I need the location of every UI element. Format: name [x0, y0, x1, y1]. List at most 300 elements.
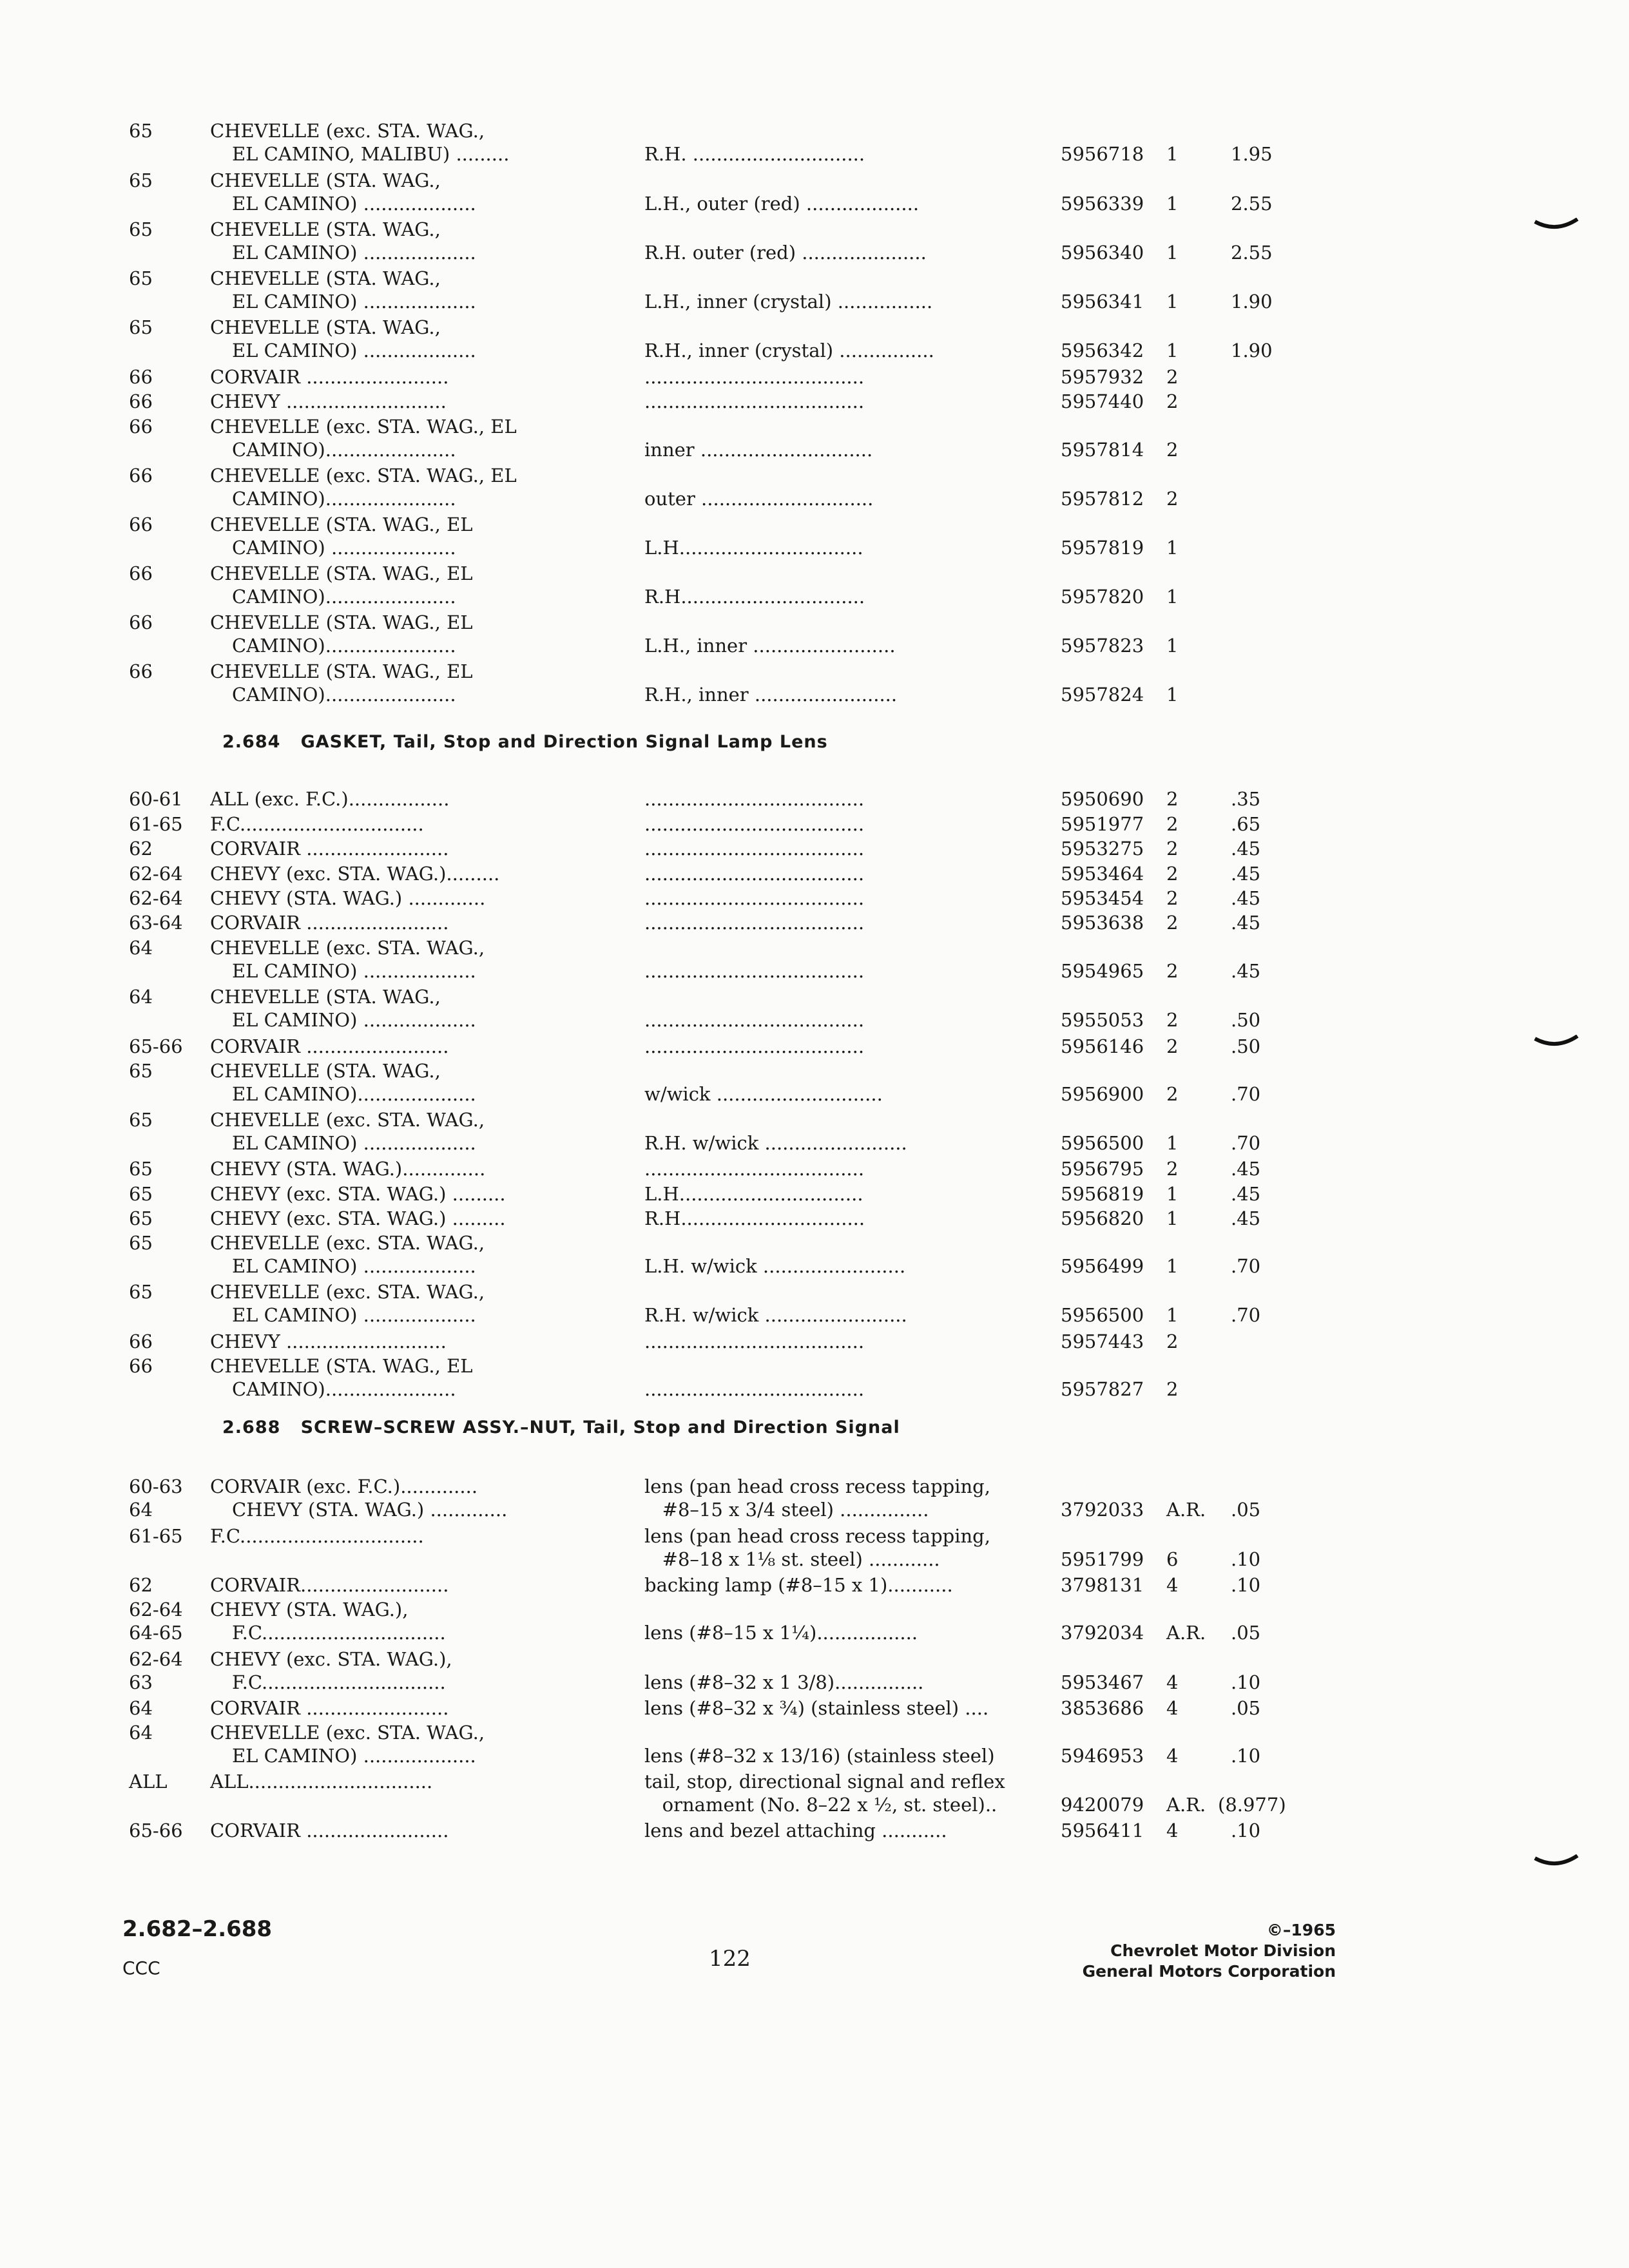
table-row [0, 120, 1629, 171]
model-year: 66 [129, 514, 153, 535]
quantity: 1 [1166, 1132, 1179, 1154]
model-year: 64 [129, 1697, 153, 1719]
model-name: CHEVY (exc. STA. WAG.) ......... [210, 1207, 506, 1229]
model-name: EL CAMINO) ................... [232, 1255, 476, 1277]
model-name: CAMINO)...................... [232, 488, 456, 510]
model-name: EL CAMINO) ................... [232, 193, 476, 215]
price: .35 [1231, 788, 1261, 810]
quantity: 2 [1166, 838, 1179, 860]
table-row [0, 1525, 1629, 1577]
model-year: 66 [129, 660, 153, 682]
quantity: 2 [1166, 390, 1179, 412]
price: .10 [1231, 1548, 1261, 1570]
model-name: CHEVELLE (STA. WAG., EL [210, 514, 473, 535]
section-heading [222, 1418, 900, 1437]
model-year: 62 [129, 838, 153, 860]
quantity: 2 [1166, 1158, 1179, 1180]
table-row [0, 562, 1629, 614]
model-name: CHEVELLE (exc. STA. WAG., EL [210, 416, 517, 437]
part-number: 9420079 [1061, 1794, 1144, 1816]
quantity: 1 [1166, 291, 1179, 312]
part-number: 5946953 [1061, 1745, 1144, 1767]
model-year: 66 [129, 390, 153, 412]
table-row [0, 218, 1629, 270]
model-year: 66 [129, 416, 153, 437]
price: .05 [1231, 1499, 1261, 1521]
section-number: 2.688 [222, 1418, 281, 1437]
part-number: 5953454 [1061, 887, 1144, 909]
table-row [0, 1475, 1629, 1527]
table-row [0, 1281, 1629, 1332]
description: ..................................... [644, 960, 865, 982]
part-number: 5956500 [1061, 1132, 1144, 1154]
description: w/wick ............................ [644, 1083, 883, 1105]
price: .50 [1231, 1009, 1261, 1031]
price: .05 [1231, 1622, 1261, 1644]
quantity: 1 [1166, 537, 1179, 559]
quantity: A.R. [1166, 1499, 1206, 1521]
model-name: CHEVELLE (STA. WAG., [210, 218, 441, 240]
quantity: 2 [1166, 1035, 1179, 1057]
model-year: 65 [129, 120, 153, 142]
model-name: F.C............................... [232, 1622, 446, 1644]
description: #8–15 x 3/4 steel) ............... [644, 1499, 929, 1521]
part-number: 5957812 [1061, 488, 1144, 510]
model-year: ALL [129, 1771, 168, 1792]
model-name: CHEVY (STA. WAG.).............. [210, 1158, 486, 1180]
quantity: 2 [1166, 887, 1179, 909]
price: .70 [1231, 1255, 1261, 1277]
price: .65 [1231, 813, 1261, 835]
description: tail, stop, directional signal and reflex [644, 1771, 1005, 1792]
description: ..................................... [644, 813, 865, 835]
model-name: EL CAMINO) ................... [232, 340, 476, 361]
section-number: 2.684 [222, 732, 281, 752]
model-name: CHEVELLE (exc. STA. WAG., EL [210, 465, 517, 486]
quantity: 4 [1166, 1745, 1179, 1767]
part-number: 5953275 [1061, 838, 1144, 860]
description: #8–18 x 1⅛ st. steel) ............ [644, 1548, 940, 1570]
quantity: 2 [1166, 1009, 1179, 1031]
model-name: F.C............................... [232, 1671, 446, 1693]
description: outer ............................. [644, 488, 874, 510]
table-row [0, 1060, 1629, 1111]
model-year: 62-64 [129, 1599, 183, 1620]
quantity: 1 [1166, 340, 1179, 361]
model-name: CAMINO)...................... [232, 1378, 456, 1400]
table-row [0, 660, 1629, 712]
part-number: 5950690 [1061, 788, 1144, 810]
model-name: EL CAMINO).................... [232, 1083, 476, 1105]
description: backing lamp (#8–15 x 1)........... [644, 1574, 953, 1596]
description: lens (#8–15 x 1¼)................. [644, 1622, 918, 1644]
model-year: 62-64 [129, 863, 183, 885]
price: .70 [1231, 1083, 1261, 1105]
model-year: 65 [129, 1207, 153, 1229]
model-name: EL CAMINO) ................... [232, 1745, 476, 1767]
part-number: 5955053 [1061, 1009, 1144, 1031]
quantity: 6 [1166, 1548, 1179, 1570]
model-name: F.C............................... [210, 813, 424, 835]
table-row [0, 267, 1629, 319]
quantity: 1 [1166, 635, 1179, 657]
model-name: CHEVELLE (STA. WAG., [210, 267, 441, 289]
model-year-second: 63 [129, 1671, 153, 1693]
quantity: A.R. [1166, 1622, 1206, 1644]
model-name: CHEVELLE (STA. WAG., [210, 986, 441, 1008]
part-number: 5951799 [1061, 1548, 1144, 1570]
quantity: 1 [1166, 1304, 1179, 1326]
table-row [0, 416, 1629, 467]
description: L.H. w/wick ........................ [644, 1255, 906, 1277]
model-year: 65 [129, 1183, 153, 1205]
part-number: 3798131 [1061, 1574, 1144, 1596]
footer-section-range: 2.682–2.688 [122, 1916, 273, 1942]
binder-mark-icon [1534, 218, 1579, 232]
quantity: 2 [1166, 788, 1179, 810]
quantity: 2 [1166, 912, 1179, 934]
quantity: 1 [1166, 1207, 1179, 1229]
model-name: CHEVY ........................... [210, 390, 447, 412]
section-title-rest: Tail, Stop and Direction Signal [583, 1418, 900, 1437]
quantity: 1 [1166, 1183, 1179, 1205]
model-year: 65 [129, 1232, 153, 1254]
table-row [0, 1355, 1629, 1407]
description: L.H., inner ........................ [644, 635, 896, 657]
description: ..................................... [644, 1331, 865, 1352]
model-name: CHEVY (STA. WAG.), [210, 1599, 409, 1620]
part-number: 5957819 [1061, 537, 1144, 559]
quantity: 1 [1166, 586, 1179, 608]
model-name: EL CAMINO, MALIBU) ......... [232, 143, 510, 165]
part-number: 5956340 [1061, 242, 1144, 264]
table-row [0, 1771, 1629, 1822]
model-name: EL CAMINO) ................... [232, 1132, 476, 1154]
model-year: 65 [129, 267, 153, 289]
quantity: 2 [1166, 439, 1179, 461]
model-name: CAMINO)...................... [232, 586, 456, 608]
model-year: 60-61 [129, 788, 183, 810]
model-name: CHEVELLE (STA. WAG., EL [210, 562, 473, 584]
price: .45 [1231, 1183, 1261, 1205]
part-number: 5956499 [1061, 1255, 1144, 1277]
quantity: 1 [1166, 1255, 1179, 1277]
model-year: 65-66 [129, 1035, 183, 1057]
model-year: 65 [129, 218, 153, 240]
part-number: 5957827 [1061, 1378, 1144, 1400]
table-row [0, 1722, 1629, 1773]
price: .70 [1231, 1304, 1261, 1326]
table-row [0, 465, 1629, 516]
model-year: 64 [129, 937, 153, 959]
table-row [0, 316, 1629, 368]
description: L.H., inner (crystal) ................ [644, 291, 933, 312]
binder-mark-icon [1534, 1854, 1579, 1869]
description: lens (pan head cross recess tapping, [644, 1475, 990, 1497]
quantity: 2 [1166, 366, 1179, 388]
model-name: CORVAIR......................... [210, 1574, 449, 1596]
part-number: 5956341 [1061, 291, 1144, 312]
part-number: 5953638 [1061, 912, 1144, 934]
table-row [0, 1109, 1629, 1160]
model-year: 62-64 [129, 887, 183, 909]
part-number: 5956900 [1061, 1083, 1144, 1105]
model-name: CHEVY (exc. STA. WAG.), [210, 1648, 452, 1670]
section-heading [222, 732, 828, 752]
price: .45 [1231, 1207, 1261, 1229]
model-year: 61-65 [129, 813, 183, 835]
price: .10 [1231, 1745, 1261, 1767]
model-name: CHEVELLE (STA. WAG., [210, 316, 441, 338]
price: 1.90 [1231, 340, 1273, 361]
part-number: 5957824 [1061, 684, 1144, 706]
section-title-rest: Tail, Stop and Direction Signal Lamp Lens [393, 732, 828, 752]
model-name: EL CAMINO) ................... [232, 1304, 476, 1326]
description: ..................................... [644, 1009, 865, 1031]
section-title-caps: SCREW–SCREW ASSY.–NUT, [300, 1418, 577, 1437]
description: R.H. outer (red) ..................... [644, 242, 927, 264]
model-name: CHEVELLE (exc. STA. WAG., [210, 1109, 485, 1131]
description: R.H............................... [644, 586, 865, 608]
price: .50 [1231, 1035, 1261, 1057]
description: R.H., inner ........................ [644, 684, 898, 706]
model-year-second: 64-65 [129, 1622, 183, 1644]
model-year: 66 [129, 611, 153, 633]
footer-code: CCC [122, 1957, 160, 1979]
model-name: CAMINO)...................... [232, 684, 456, 706]
price: 1.95 [1231, 143, 1273, 165]
part-number: 5957443 [1061, 1331, 1144, 1352]
table-row [0, 986, 1629, 1037]
quantity: 1 [1166, 143, 1179, 165]
part-number: 5957820 [1061, 586, 1144, 608]
model-year: 65-66 [129, 1820, 183, 1841]
description: lens (#8–32 x 13/16) (stainless steel) [644, 1745, 995, 1767]
model-name: CHEVY (exc. STA. WAG.)......... [210, 863, 500, 885]
model-name: CORVAIR ........................ [210, 912, 449, 934]
part-number: 5953467 [1061, 1671, 1144, 1693]
part-number: 5951977 [1061, 813, 1144, 835]
model-year: 66 [129, 562, 153, 584]
model-year: 66 [129, 465, 153, 486]
quantity: 2 [1166, 960, 1179, 982]
price: .45 [1231, 887, 1261, 909]
model-year: 63-64 [129, 912, 183, 934]
quantity: 1 [1166, 242, 1179, 264]
model-year: 64 [129, 1722, 153, 1744]
description: inner ............................. [644, 439, 873, 461]
model-name: ALL (exc. F.C.)................. [210, 788, 450, 810]
part-number: 5956819 [1061, 1183, 1144, 1205]
page-number: 122 [709, 1946, 751, 1972]
model-name: CHEVELLE (exc. STA. WAG., [210, 1722, 485, 1744]
description: L.H............................... [644, 537, 863, 559]
model-name: CHEVELLE (STA. WAG., EL [210, 611, 473, 633]
section-title-caps: GASKET, [300, 732, 387, 752]
description: R.H. w/wick ........................ [644, 1304, 907, 1326]
model-name: CORVAIR ........................ [210, 838, 449, 860]
quantity: 2 [1166, 1331, 1179, 1352]
model-year: 62 [129, 1574, 153, 1596]
footer-division: Chevrolet Motor Division [1110, 1941, 1336, 1960]
table-row [0, 169, 1629, 221]
table-row [0, 1599, 1629, 1650]
model-name: CHEVELLE (STA. WAG., EL [210, 1355, 473, 1377]
model-year: 65 [129, 1109, 153, 1131]
part-number: 5956342 [1061, 340, 1144, 361]
part-number: 5956718 [1061, 143, 1144, 165]
description: R.H. w/wick ........................ [644, 1132, 907, 1154]
price: .45 [1231, 863, 1261, 885]
part-number: 5956146 [1061, 1035, 1144, 1057]
description: ..................................... [644, 788, 865, 810]
model-name: CORVAIR ........................ [210, 1035, 449, 1057]
table-row [0, 611, 1629, 663]
model-year: 65 [129, 316, 153, 338]
model-name: CHEVY (STA. WAG.) ............. [232, 1499, 508, 1521]
description: lens (pan head cross recess tapping, [644, 1525, 990, 1547]
quantity: 4 [1166, 1697, 1179, 1719]
quantity: 2 [1166, 1083, 1179, 1105]
price: .45 [1231, 1158, 1261, 1180]
model-year: 65 [129, 169, 153, 191]
part-number: 5954965 [1061, 960, 1144, 982]
model-name: ALL............................... [210, 1771, 433, 1792]
footer-corporation: General Motors Corporation [1082, 1962, 1336, 1981]
part-number: 5956820 [1061, 1207, 1144, 1229]
description: ornament (No. 8–22 x ½, st. steel).. [644, 1794, 998, 1816]
part-number: 5957814 [1061, 439, 1144, 461]
price: .10 [1231, 1820, 1261, 1841]
model-year: 65 [129, 1060, 153, 1082]
description: R.H. ............................. [644, 143, 865, 165]
price: 1.90 [1231, 291, 1273, 312]
description: ..................................... [644, 390, 865, 412]
model-year-second: 64 [129, 1499, 153, 1521]
quantity: 2 [1166, 813, 1179, 835]
price: .45 [1231, 912, 1261, 934]
model-name: CHEVELLE (exc. STA. WAG., [210, 937, 485, 959]
model-year: 66 [129, 366, 153, 388]
description: lens and bezel attaching ........... [644, 1820, 947, 1841]
quantity: 4 [1166, 1574, 1179, 1596]
table-row [0, 937, 1629, 988]
model-name: CHEVELLE (exc. STA. WAG., [210, 1281, 485, 1303]
price: (8.977) [1218, 1794, 1286, 1816]
description: R.H............................... [644, 1207, 865, 1229]
model-name: EL CAMINO) ................... [232, 1009, 476, 1031]
part-number: 5956500 [1061, 1304, 1144, 1326]
price: .10 [1231, 1671, 1261, 1693]
table-row [0, 1648, 1629, 1700]
description: R.H., inner (crystal) ................ [644, 340, 934, 361]
model-name: CORVAIR ........................ [210, 366, 449, 388]
table-row [0, 1232, 1629, 1283]
quantity: 2 [1166, 1378, 1179, 1400]
quantity: 4 [1166, 1820, 1179, 1841]
description: ..................................... [644, 912, 865, 934]
part-number: 5956795 [1061, 1158, 1144, 1180]
model-year: 62-64 [129, 1648, 183, 1670]
model-year: 64 [129, 986, 153, 1008]
model-name: CHEVY ........................... [210, 1331, 447, 1352]
part-number: 3792034 [1061, 1622, 1144, 1644]
table-row [0, 1820, 1629, 1871]
quantity: 2 [1166, 488, 1179, 510]
description: L.H., outer (red) ................... [644, 193, 920, 215]
model-name: CORVAIR ........................ [210, 1820, 449, 1841]
part-number: 5957932 [1061, 366, 1144, 388]
price: .45 [1231, 838, 1261, 860]
price: .10 [1231, 1574, 1261, 1596]
model-name: CHEVELLE (STA. WAG., EL [210, 660, 473, 682]
model-year: 61-65 [129, 1525, 183, 1547]
model-year: 65 [129, 1158, 153, 1180]
model-year: 65 [129, 1281, 153, 1303]
model-name: CAMINO) ..................... [232, 537, 456, 559]
model-name: CHEVY (STA. WAG.) ............. [210, 887, 486, 909]
description: ..................................... [644, 1158, 865, 1180]
part-number: 5957823 [1061, 635, 1144, 657]
description: ..................................... [644, 1378, 865, 1400]
model-year: 60-63 [129, 1475, 183, 1497]
model-name: CHEVELLE (STA. WAG., [210, 1060, 441, 1082]
description: ..................................... [644, 887, 865, 909]
footer-publisher [1083, 1920, 1336, 1982]
part-number: 3853686 [1061, 1697, 1144, 1719]
description: ..................................... [644, 838, 865, 860]
part-number: 3792033 [1061, 1499, 1144, 1521]
price: .45 [1231, 960, 1261, 982]
description: ..................................... [644, 366, 865, 388]
part-number: 5956339 [1061, 193, 1144, 215]
description: lens (#8–32 x 1 3/8)............... [644, 1671, 924, 1693]
part-number: 5956411 [1061, 1820, 1144, 1841]
description: ..................................... [644, 1035, 865, 1057]
part-number: 5953464 [1061, 863, 1144, 885]
model-name: CHEVELLE (exc. STA. WAG., [210, 120, 485, 142]
binder-mark-icon [1534, 1035, 1579, 1049]
model-name: EL CAMINO) ................... [232, 242, 476, 264]
model-year: 66 [129, 1355, 153, 1377]
model-name: CORVAIR (exc. F.C.)............. [210, 1475, 478, 1497]
model-year: 66 [129, 1331, 153, 1352]
model-name: CHEVELLE (STA. WAG., [210, 169, 441, 191]
price: .70 [1231, 1132, 1261, 1154]
price: 2.55 [1231, 193, 1273, 215]
model-name: CAMINO)...................... [232, 439, 456, 461]
model-name: CORVAIR ........................ [210, 1697, 449, 1719]
price: 2.55 [1231, 242, 1273, 264]
model-name: F.C............................... [210, 1525, 424, 1547]
quantity: 1 [1166, 193, 1179, 215]
part-number: 5957440 [1061, 390, 1144, 412]
model-name: EL CAMINO) ................... [232, 960, 476, 982]
table-row [0, 514, 1629, 565]
price: .05 [1231, 1697, 1261, 1719]
quantity: 2 [1166, 863, 1179, 885]
model-name: CHEVY (exc. STA. WAG.) ......... [210, 1183, 506, 1205]
model-name: CAMINO)...................... [232, 635, 456, 657]
model-name: EL CAMINO) ................... [232, 291, 476, 312]
footer-copyright: ©–1965 [1266, 1921, 1336, 1939]
model-name: CHEVELLE (exc. STA. WAG., [210, 1232, 485, 1254]
description: lens (#8–32 x ¾) (stainless steel) .... [644, 1697, 989, 1719]
quantity: 4 [1166, 1671, 1179, 1693]
quantity: A.R. [1166, 1794, 1206, 1816]
description: ..................................... [644, 863, 865, 885]
quantity: 1 [1166, 684, 1179, 706]
